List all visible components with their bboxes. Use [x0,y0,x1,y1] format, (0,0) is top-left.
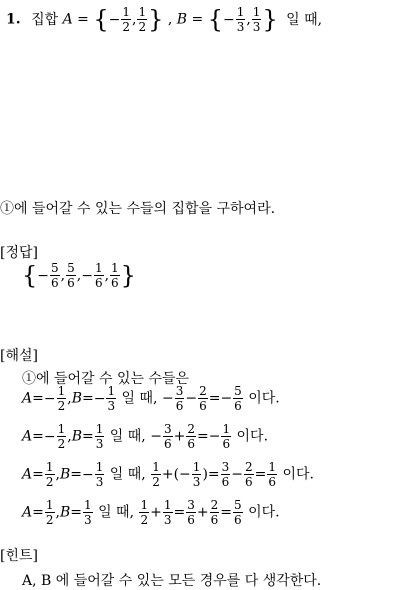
signed-fraction [65,261,77,290]
equals-sign: = [70,504,82,521]
fraction-denominator: 2 [122,20,131,34]
operator: ) [202,466,208,483]
fraction-numerator: 1 [122,5,131,19]
fraction-denominator: 2 [45,475,54,489]
fraction-denominator: 6 [94,276,103,290]
fraction-denominator: 2 [152,475,160,489]
fraction-numerator: 1 [95,460,104,474]
comma: , [55,504,60,521]
fraction [186,499,196,526]
signed-fraction [44,460,56,489]
operator: − [231,466,244,483]
line-end: 이다. [232,428,269,445]
fraction [83,499,93,526]
fraction-denominator: 2 [138,20,147,34]
line-end: 이다. [243,504,280,521]
fraction-numerator: 1 [111,261,119,275]
operator: (− [173,466,191,483]
minus-sign: − [81,267,93,284]
minus-sign: − [222,11,235,28]
fraction-numerator: 1 [45,498,54,512]
fraction-denominator: 3 [252,20,261,34]
set-b-close-brace: } [262,5,278,34]
answer-close-brace: } [120,261,136,290]
hint-text: A, B 에 들어갈 수 있는 모든 경우를 다 생각한다. [22,573,322,589]
minus-sign: − [81,466,94,483]
set-b [222,5,262,34]
fraction [66,262,76,289]
question-text: ①에 들어갈 수 있는 수들의 집합을 구하여라. [0,201,276,217]
var-a: A [22,504,33,521]
problem-intro: 집합 [31,11,59,28]
condition-text: 일 때, [105,466,151,483]
signed-fraction [109,261,121,290]
signed-fraction [94,422,106,451]
equals-sign: = [32,428,44,445]
var-a: A [22,466,33,483]
fraction [45,499,55,526]
signed-fraction [82,498,94,527]
fraction-denominator: 6 [245,475,253,489]
fraction-denominator: 6 [163,437,172,451]
solution-line [22,423,268,450]
fraction [163,423,173,450]
fraction-denominator: 3 [95,475,104,489]
fraction-denominator: 6 [233,513,242,527]
problem-suffix: 일 때, [286,11,323,28]
operator: + [150,504,162,521]
answer-set [22,262,136,289]
var-a: A [62,11,73,28]
equals-sign: = [81,390,94,407]
fraction-denominator: 6 [67,276,75,290]
fraction [45,461,55,488]
condition-text: 일 때, [105,428,151,445]
fraction [175,385,185,412]
fraction-numerator: 1 [222,422,231,436]
set-separator: , [132,11,137,28]
fraction-numerator: 5 [233,498,242,512]
var-b: B [176,11,188,28]
fraction-numerator: 1 [140,498,149,512]
var-a: A [22,390,33,407]
fraction [252,6,262,33]
fraction-denominator: 3 [163,513,172,527]
fraction-denominator: 6 [51,276,59,290]
fraction [50,262,60,289]
fraction [57,423,67,450]
hint-label: [힌트] [0,548,38,564]
fraction-denominator: 2 [45,513,54,527]
operator: = [207,466,220,483]
equals-sign: = [32,504,44,521]
equals-sign-b: = [191,11,204,28]
fraction [163,499,173,526]
fraction [233,499,243,526]
fraction-numerator: 1 [163,498,172,512]
operator: = [220,504,232,521]
operator: − [150,428,162,445]
comma: , [55,466,60,483]
set-a-close-brace: } [148,5,164,34]
fraction [186,423,196,450]
var-b: B [71,390,82,407]
answer-open-brace: { [22,261,38,290]
fraction-numerator: 1 [138,5,147,19]
fraction-denominator: 6 [221,475,230,489]
operator: + [161,466,174,483]
signed-fraction [43,422,67,451]
fraction-numerator: 1 [83,498,92,512]
set-a [108,5,148,34]
solution-label: [해설] [0,348,38,364]
problem-statement [6,6,322,33]
fraction-numerator: 2 [245,460,253,474]
fraction [94,262,104,289]
fraction-numerator: 1 [252,5,261,19]
comma: , [167,11,173,28]
signed-fraction [81,460,105,489]
line-end: 이다. [243,390,280,407]
operator: − [220,390,233,407]
fraction-denominator: 6 [234,399,242,413]
fraction-numerator: 3 [221,460,230,474]
signed-fraction [37,261,60,290]
fraction-denominator: 6 [210,513,219,527]
fraction [57,385,67,412]
fraction-denominator: 3 [95,437,104,451]
fraction-denominator: 6 [187,437,195,451]
set-b-open-brace: { [207,5,223,34]
condition-text: 일 때, [117,390,162,407]
fraction-numerator: 1 [236,5,245,19]
fraction [106,385,116,412]
equals-sign: = [32,466,44,483]
fraction-denominator: 6 [111,276,119,290]
signed-fraction [43,384,67,413]
fraction [267,461,277,488]
answer-label: [정답] [0,245,38,261]
fraction-numerator: 2 [210,498,219,512]
operator: − [208,428,221,445]
equals-sign: = [81,428,94,445]
operator: = [196,428,209,445]
var-b: B [71,428,82,445]
comma: , [67,428,72,445]
fraction-numerator: 1 [57,422,66,436]
fraction [110,262,120,289]
comma: , [67,390,72,407]
fraction-numerator: 1 [152,460,160,474]
fraction [121,6,131,33]
fraction [95,461,105,488]
fraction [236,6,246,33]
fraction [244,461,254,488]
operator: + [196,504,209,521]
fraction-numerator: 1 [57,384,66,398]
solution-line [22,499,280,526]
solution-intro: ①에 들어갈 수 있는 수들은 [22,371,190,387]
fraction [137,6,147,33]
minus-sign: − [108,11,121,28]
fraction-denominator: 6 [175,399,184,413]
fraction-denominator: 2 [57,437,66,451]
fraction-numerator: 1 [107,384,116,398]
fraction-denominator: 3 [192,475,201,489]
set-separator: , [104,267,110,284]
fraction [198,385,208,412]
fraction-numerator: 2 [199,384,207,398]
fraction [192,461,202,488]
fraction-denominator: 6 [199,399,207,413]
condition-text: 일 때, [93,504,139,521]
fraction-numerator: 1 [192,460,201,474]
set-a-open-brace: { [93,5,109,34]
signed-fraction [93,384,117,413]
fraction-numerator: 1 [268,460,277,474]
signed-fraction [136,5,148,34]
problem-number: 1. [6,11,21,28]
fraction [221,461,231,488]
fraction-denominator: 3 [236,20,245,34]
equals-sign: = [70,466,82,483]
fraction [210,499,220,526]
signed-fraction [108,5,132,34]
solution-line [22,385,280,412]
fraction-numerator: 5 [51,261,59,275]
fraction [233,385,243,412]
minus-sign: − [43,390,56,407]
fraction-denominator: 6 [187,513,195,527]
fraction-denominator: 6 [222,437,231,451]
fraction-numerator: 5 [67,261,75,275]
signed-fraction [81,261,104,290]
operator: = [254,466,267,483]
fraction-numerator: 1 [95,422,104,436]
operator: = [173,504,186,521]
operator: − [161,390,174,407]
fraction-numerator: 2 [187,422,195,436]
equals-sign: = [77,11,89,28]
fraction [221,423,231,450]
minus-sign: − [93,390,106,407]
equals-sign: = [32,390,44,407]
fraction-denominator: 2 [57,399,66,413]
fraction-numerator: 3 [163,422,172,436]
fraction-denominator: 3 [83,513,92,527]
signed-fraction [44,498,56,527]
set-separator: , [76,267,82,284]
operator: − [185,390,198,407]
solution-line [22,461,314,488]
operator: + [173,428,186,445]
fraction-numerator: 3 [175,384,184,398]
fraction-numerator: 5 [234,384,242,398]
set-separator: , [60,267,66,284]
line-end: 이다. [278,466,314,483]
fraction [151,461,161,488]
fraction-denominator: 2 [140,513,149,527]
signed-fraction [251,5,263,34]
fraction-denominator: 6 [268,475,277,489]
var-b: B [59,504,71,521]
operator: = [208,390,221,407]
var-b: B [59,466,71,483]
fraction [95,423,105,450]
var-a: A [22,428,33,445]
set-separator: , [246,11,251,28]
minus-sign: − [43,428,56,445]
signed-fraction [222,5,246,34]
fraction-numerator: 1 [45,460,54,474]
answer-values [37,261,120,290]
fraction [139,499,149,526]
fraction-denominator: 3 [107,399,116,413]
fraction-numerator: 1 [94,261,103,275]
minus-sign: − [37,267,50,284]
fraction-numerator: 3 [187,498,195,512]
